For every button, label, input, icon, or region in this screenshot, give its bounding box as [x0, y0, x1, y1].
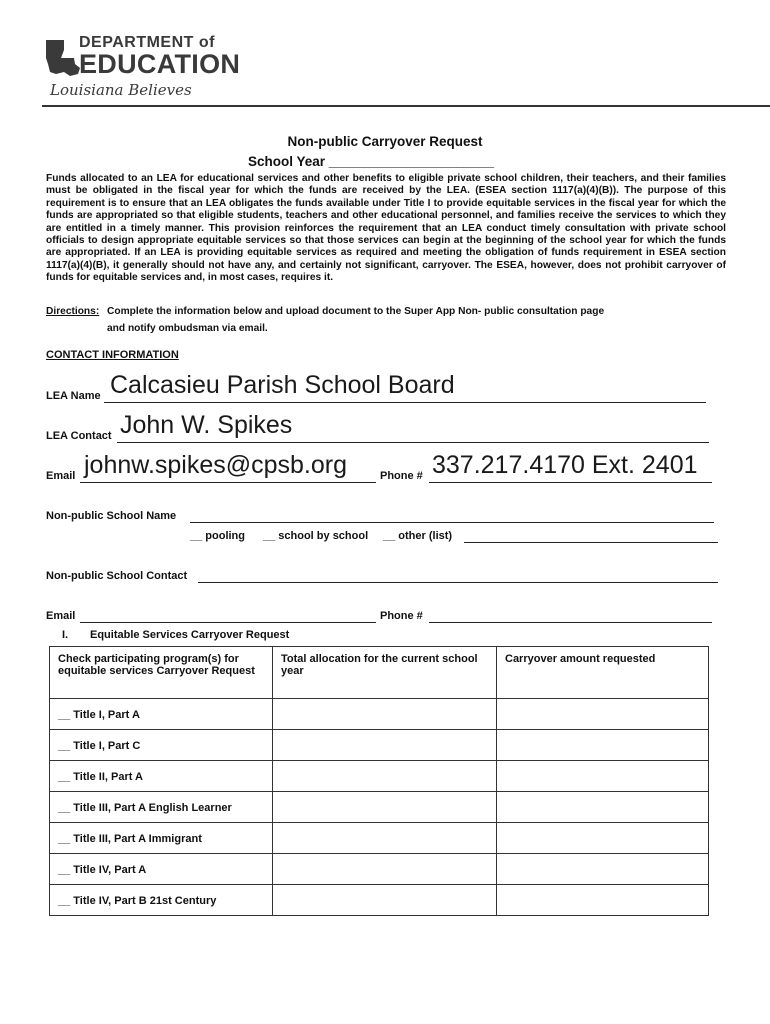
email2-label: Email — [46, 610, 76, 622]
program-title-1c[interactable]: __ Title I, Part C — [50, 730, 273, 761]
header-total-allocation: Total allocation for the current school year — [273, 647, 497, 699]
lea-name-label: LEA Name — [46, 390, 101, 402]
program-title-4a[interactable]: __ Title IV, Part A — [50, 854, 273, 885]
program-title-1a[interactable]: __ Title I, Part A — [50, 699, 273, 730]
email-field[interactable] — [80, 482, 376, 483]
phone2-field[interactable] — [429, 622, 712, 623]
table-row — [50, 699, 709, 730]
lea-contact-label: LEA Contact — [46, 430, 112, 442]
allocation-cell[interactable] — [273, 730, 497, 761]
carryover-cell[interactable] — [497, 761, 709, 792]
table-row — [50, 761, 709, 792]
np-school-name-label: Non-public School Name — [46, 510, 177, 522]
allocation-cell[interactable] — [273, 761, 497, 792]
section-number: I. — [62, 629, 69, 641]
np-school-name-field[interactable] — [190, 522, 714, 523]
table-row — [50, 730, 709, 761]
option-other[interactable]: __ other (list) — [383, 530, 453, 542]
program-title-4b[interactable]: __ Title IV, Part B 21st Century — [50, 885, 273, 916]
email-label: Email — [46, 470, 76, 482]
table-row — [50, 854, 709, 885]
section-title: Equitable Services Carryover Request — [90, 629, 290, 641]
np-school-contact-field[interactable] — [198, 582, 718, 583]
logo-line1: DEPARTMENT of — [79, 34, 215, 51]
lea-contact-value: John W. Spikes — [120, 411, 293, 439]
other-list-field[interactable] — [464, 542, 718, 543]
carryover-cell[interactable] — [497, 823, 709, 854]
lea-name-value: Calcasieu Parish School Board — [110, 371, 455, 399]
phone-label: Phone # — [380, 470, 423, 482]
program-title-3a-el[interactable]: __ Title III, Part A English Learner — [50, 792, 273, 823]
table-row — [50, 885, 709, 916]
email2-field[interactable] — [80, 622, 376, 623]
table-row — [50, 792, 709, 823]
np-school-contact-label: Non-public School Contact — [46, 570, 188, 582]
school-year-field[interactable]: School Year ______________________ — [248, 154, 494, 169]
carryover-cell[interactable] — [497, 885, 709, 916]
contact-heading: CONTACT INFORMATION — [46, 349, 179, 361]
allocation-cell[interactable] — [273, 823, 497, 854]
directions-label: Directions: — [46, 306, 100, 317]
allocation-cell[interactable] — [273, 854, 497, 885]
option-pooling[interactable]: __ pooling — [190, 530, 245, 542]
allocation-cell[interactable] — [273, 792, 497, 823]
allocation-cell[interactable] — [273, 699, 497, 730]
carryover-cell[interactable] — [497, 699, 709, 730]
intro-paragraph: Funds allocated to an LEA for educational services and other benefits to eligible private school children, their teachers, and their families must be obligated in the fiscal year for which the funds are received by the LEA. (ESEA section 1117(a)(4)(B)). The purpose of this requirement is to ensure that an LEA obligates the funds available under Title I to provide equitable services in the fiscal year for which the funds are appropriated so that eligible students, teachers and other educational personnel, and families receive the services to which they are entitled in a timely manner. This provision reinforces the requirement that an LEA conduct timely consultation with private school officials to design appropriate equitable services so that those services can begin at the beginning of the school year for which the funds are appropriated. If an LEA is providing equitable services as required and meeting the obligation of funds requirement in ESEA section 1117(a)(4)(B), it generally should not have any, and certainly not significant, carryover. The ESEA, however, does not prohibit carryover of funds for equitable services and, in most cases, requires it. — [46, 173, 726, 284]
logo-line2: EDUCATION — [79, 49, 241, 79]
directions-line1: Complete the information below and upload document to the Super App Non- public consultation page — [107, 306, 605, 317]
header-carryover: Carryover amount requested — [497, 647, 709, 699]
lea-name-field[interactable] — [104, 402, 706, 403]
phone-value: 337.217.4170 Ext. 2401 — [432, 451, 698, 479]
tagline: Louisiana Believes — [50, 81, 192, 99]
louisiana-state-icon — [44, 38, 82, 78]
form-title: Non-public Carryover Request — [287, 134, 483, 149]
option-school-by-school[interactable]: __ school by school — [263, 530, 369, 542]
email-value: johnw.spikes@cpsb.org — [84, 451, 348, 479]
program-title-2a[interactable]: __ Title II, Part A — [50, 761, 273, 792]
phone2-label: Phone # — [380, 610, 423, 622]
carryover-cell[interactable] — [497, 730, 709, 761]
header-programs: Check participating program(s) for equitable services Carryover Request — [50, 647, 273, 699]
program-title-3a-imm[interactable]: __ Title III, Part A Immigrant — [50, 823, 273, 854]
carryover-table — [49, 646, 709, 916]
carryover-cell[interactable] — [497, 792, 709, 823]
allocation-cell[interactable] — [273, 885, 497, 916]
table-row — [50, 823, 709, 854]
carryover-cell[interactable] — [497, 854, 709, 885]
header-divider — [42, 105, 770, 107]
directions-line2: and notify ombudsman via email. — [107, 323, 268, 334]
phone-field[interactable] — [429, 482, 712, 483]
lea-contact-field[interactable] — [117, 442, 709, 443]
